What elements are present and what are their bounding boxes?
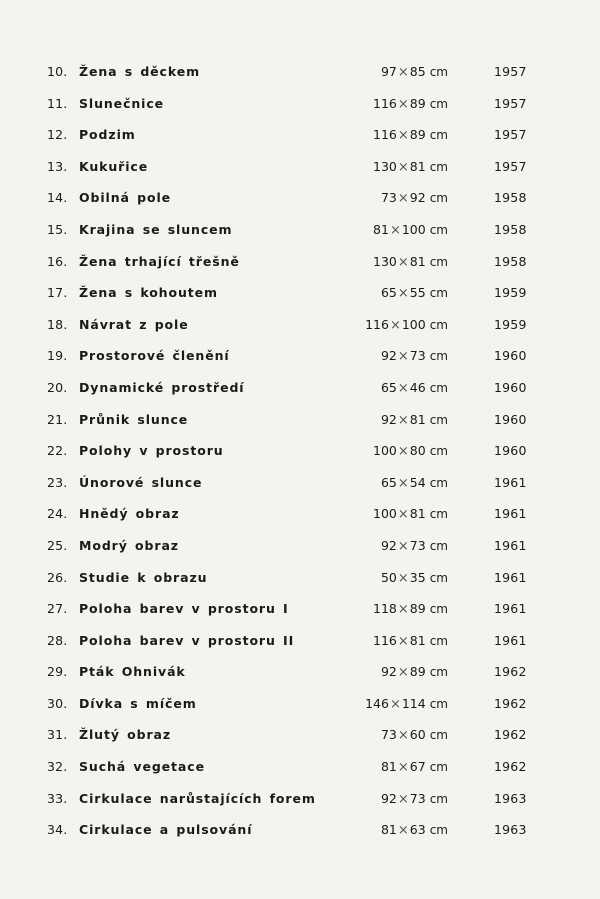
height-value: 81 [409, 632, 426, 648]
height-value: 63 [409, 822, 426, 838]
artwork-title: Cirkulace narůstajících forem [79, 790, 316, 806]
width-value: 65 [380, 285, 397, 301]
artwork-year: 1960 [494, 443, 527, 459]
artwork-title: Dívka s míčem [79, 695, 197, 711]
unit-label: cm [429, 65, 448, 79]
unit-label: cm [429, 412, 448, 427]
times-sign: × [397, 128, 409, 144]
artwork-year: 1962 [494, 695, 527, 711]
artwork-title: Únorové slunce [79, 474, 203, 490]
width-value: 65 [380, 474, 397, 490]
height-value: 81 [409, 411, 426, 427]
artwork-year: 1958 [494, 190, 527, 206]
height-value: 67 [409, 759, 426, 775]
times-sign: × [397, 65, 409, 80]
catalog-entry [0, 820, 600, 852]
unit-label: cm [429, 191, 448, 206]
times-sign: × [397, 254, 409, 270]
artwork-dimensions [373, 220, 448, 241]
width-value: 116 [373, 95, 397, 111]
artwork-dimensions [381, 346, 448, 367]
width-value: 73 [380, 190, 397, 206]
artwork-dimensions [365, 315, 448, 336]
width-value: 118 [373, 601, 397, 617]
width-value: 116 [365, 316, 389, 332]
width-value: 92 [380, 411, 397, 427]
width-value: 100 [373, 443, 397, 459]
unit-label: cm [429, 633, 448, 648]
artwork-year: 1959 [494, 285, 527, 301]
times-sign: × [397, 633, 409, 649]
catalog-entry [0, 125, 600, 157]
width-value: 50 [380, 569, 397, 585]
height-value: 55 [409, 285, 426, 301]
unit-label: cm [429, 728, 448, 743]
unit-label: cm [429, 222, 448, 237]
height-value: 89 [409, 601, 426, 617]
artwork-year: 1960 [494, 379, 527, 395]
unit-label: cm [429, 349, 448, 364]
artwork-year: 1963 [494, 822, 527, 838]
unit-label: cm [429, 128, 448, 143]
artwork-dimensions [373, 252, 448, 273]
artwork-year: 1962 [494, 727, 527, 743]
width-value: 81 [380, 759, 397, 775]
unit-label: cm [429, 791, 448, 806]
catalog-entry [0, 473, 600, 505]
height-value: 60 [409, 727, 426, 743]
times-sign: × [397, 602, 409, 618]
artwork-dimensions [381, 410, 448, 431]
artwork-catalog-list [0, 62, 600, 852]
times-sign: × [397, 665, 409, 681]
entry-number: 30. [47, 695, 68, 711]
artwork-year: 1957 [494, 64, 527, 79]
times-sign: × [397, 570, 409, 586]
times-sign: × [397, 380, 409, 396]
height-value: 100 [401, 316, 426, 332]
height-value: 81 [409, 253, 426, 269]
width-value: 130 [373, 158, 397, 174]
artwork-year: 1961 [494, 601, 527, 617]
artwork-title: Dynamické prostředí [79, 379, 245, 395]
artwork-title: Modrý obraz [79, 537, 179, 553]
catalog-entry [0, 789, 600, 821]
entry-number: 31. [47, 727, 68, 743]
artwork-year: 1961 [494, 632, 527, 648]
catalog-entry [0, 504, 600, 536]
height-value: 73 [409, 348, 426, 364]
times-sign: × [397, 538, 409, 554]
width-value: 65 [380, 379, 397, 395]
unit-label: cm [429, 96, 448, 111]
height-value: 73 [409, 537, 426, 553]
entry-number: 32. [47, 759, 68, 775]
entry-number: 15. [47, 221, 68, 237]
unit-label: cm [429, 602, 448, 617]
times-sign: × [397, 760, 409, 776]
artwork-title: Poloha barev v prostoru II [79, 632, 295, 648]
entry-number: 23. [47, 474, 68, 490]
artwork-year: 1960 [494, 411, 527, 427]
height-value: 85 [409, 64, 426, 79]
artwork-dimensions [373, 157, 448, 178]
artwork-title: Podzim [79, 127, 136, 143]
height-value: 89 [409, 127, 426, 143]
entry-number: 34. [47, 822, 68, 838]
height-value: 92 [409, 190, 426, 206]
catalog-entry [0, 536, 600, 568]
width-value: 73 [380, 727, 397, 743]
artwork-dimensions [381, 536, 448, 557]
catalog-entry [0, 694, 600, 726]
artwork-year: 1957 [494, 95, 527, 111]
catalog-entry [0, 252, 600, 284]
entry-number: 22. [47, 443, 68, 459]
artwork-year: 1962 [494, 664, 527, 680]
entry-number: 10. [47, 64, 68, 79]
catalog-entry [0, 220, 600, 252]
artwork-year: 1960 [494, 348, 527, 364]
entry-number: 11. [47, 95, 68, 111]
catalog-entry [0, 410, 600, 442]
width-value: 92 [380, 537, 397, 553]
unit-label: cm [429, 570, 448, 585]
artwork-dimensions [381, 188, 448, 209]
height-value: 35 [409, 569, 426, 585]
artwork-title: Polohy v prostoru [79, 443, 224, 459]
entry-number: 14. [47, 190, 68, 206]
unit-label: cm [429, 317, 448, 332]
artwork-dimensions [373, 441, 448, 462]
unit-label: cm [429, 665, 448, 680]
artwork-dimensions [365, 694, 448, 715]
artwork-dimensions [381, 820, 448, 841]
catalog-entry [0, 662, 600, 694]
catalog-entry [0, 283, 600, 315]
times-sign: × [389, 696, 401, 712]
artwork-dimensions [373, 599, 448, 620]
width-value: 130 [373, 253, 397, 269]
artwork-dimensions [381, 473, 448, 494]
times-sign: × [397, 96, 409, 112]
artwork-dimensions [381, 757, 448, 778]
times-sign: × [397, 791, 409, 807]
unit-label: cm [429, 538, 448, 553]
width-value: 146 [365, 695, 389, 711]
artwork-title: Hnědý obraz [79, 506, 180, 522]
catalog-entry [0, 94, 600, 126]
catalog-entry [0, 62, 600, 94]
entry-number: 13. [47, 158, 68, 174]
height-value: 81 [409, 158, 426, 174]
entry-number: 19. [47, 348, 68, 364]
catalog-entry [0, 599, 600, 631]
artwork-title: Návrat z pole [79, 316, 189, 332]
artwork-title: Žena trhající třešně [79, 253, 240, 269]
artwork-year: 1957 [494, 158, 527, 174]
artwork-title: Průnik slunce [79, 411, 189, 427]
artwork-dimensions [381, 378, 448, 399]
artwork-dimensions [381, 725, 448, 746]
artwork-dimensions [373, 94, 448, 115]
artwork-title: Suchá vegetace [79, 759, 205, 775]
times-sign: × [389, 222, 401, 238]
artwork-dimensions [373, 504, 448, 525]
times-sign: × [397, 475, 409, 491]
catalog-entry [0, 157, 600, 189]
times-sign: × [397, 159, 409, 175]
unit-label: cm [429, 823, 448, 838]
entry-number: 33. [47, 790, 68, 806]
height-value: 81 [409, 506, 426, 522]
height-value: 80 [409, 443, 426, 459]
artwork-dimensions [373, 631, 448, 652]
width-value: 100 [373, 506, 397, 522]
catalog-entry [0, 315, 600, 347]
entry-number: 28. [47, 632, 68, 648]
unit-label: cm [429, 254, 448, 269]
times-sign: × [397, 191, 409, 207]
artwork-dimensions [381, 283, 448, 304]
unit-label: cm [429, 696, 448, 711]
artwork-dimensions [381, 789, 448, 810]
artwork-year: 1957 [494, 127, 527, 143]
artwork-title: Cirkulace a pulsování [79, 822, 253, 838]
artwork-title: Žlutý obraz [79, 727, 172, 743]
unit-label: cm [429, 475, 448, 490]
artwork-year: 1958 [494, 221, 527, 237]
artwork-title: Poloha barev v prostoru I [79, 601, 289, 617]
artwork-dimensions [381, 568, 448, 589]
artwork-year: 1958 [494, 253, 527, 269]
height-value: 89 [409, 664, 426, 680]
times-sign: × [397, 349, 409, 365]
catalog-entry [0, 378, 600, 410]
artwork-dimensions [381, 62, 448, 83]
entry-number: 16. [47, 253, 68, 269]
entry-number: 26. [47, 569, 68, 585]
width-value: 81 [373, 221, 389, 237]
width-value: 92 [380, 790, 397, 806]
artwork-title: Žena s kohoutem [79, 285, 218, 301]
entry-number: 29. [47, 664, 68, 680]
height-value: 73 [409, 790, 426, 806]
entry-number: 27. [47, 601, 68, 617]
artwork-dimensions [381, 662, 448, 683]
entry-number: 17. [47, 285, 68, 301]
times-sign: × [397, 507, 409, 523]
entry-number: 25. [47, 537, 68, 553]
entry-number: 21. [47, 411, 68, 427]
artwork-title: Prostorové členění [79, 348, 230, 364]
unit-label: cm [429, 507, 448, 522]
unit-label: cm [429, 380, 448, 395]
artwork-title: Žena s děckem [79, 64, 201, 79]
artwork-title: Studie k obrazu [79, 569, 208, 585]
artwork-year: 1963 [494, 790, 527, 806]
times-sign: × [397, 444, 409, 460]
height-value: 89 [409, 95, 426, 111]
artwork-year: 1959 [494, 316, 527, 332]
unit-label: cm [429, 159, 448, 174]
unit-label: cm [429, 760, 448, 775]
height-value: 114 [401, 695, 426, 711]
catalog-entry [0, 188, 600, 220]
artwork-title: Slunečnice [79, 95, 165, 111]
artwork-title: Obilná pole [79, 190, 172, 206]
times-sign: × [397, 412, 409, 428]
times-sign: × [397, 823, 409, 839]
entry-number: 18. [47, 316, 68, 332]
artwork-title: Krajina se sluncem [79, 221, 233, 237]
entry-number: 24. [47, 506, 68, 522]
times-sign: × [397, 728, 409, 744]
artwork-year: 1961 [494, 474, 527, 490]
height-value: 46 [409, 379, 426, 395]
catalog-entry [0, 568, 600, 600]
width-value: 116 [373, 127, 397, 143]
artwork-year: 1961 [494, 569, 527, 585]
times-sign: × [397, 286, 409, 302]
artwork-title: Kukuřice [79, 158, 149, 174]
artwork-year: 1961 [494, 537, 527, 553]
entry-number: 20. [47, 379, 68, 395]
unit-label: cm [429, 444, 448, 459]
catalog-entry [0, 346, 600, 378]
artwork-dimensions [373, 125, 448, 146]
artwork-title: Pták Ohnivák [79, 664, 186, 680]
width-value: 116 [373, 632, 397, 648]
width-value: 97 [380, 64, 397, 79]
width-value: 92 [380, 664, 397, 680]
width-value: 92 [380, 348, 397, 364]
unit-label: cm [429, 286, 448, 301]
width-value: 81 [380, 822, 397, 838]
height-value: 54 [409, 474, 426, 490]
catalog-entry [0, 631, 600, 663]
catalog-entry [0, 441, 600, 473]
entry-number: 12. [47, 127, 68, 143]
catalog-entry [0, 725, 600, 757]
artwork-year: 1962 [494, 759, 527, 775]
catalog-entry [0, 757, 600, 789]
artwork-year: 1961 [494, 506, 527, 522]
height-value: 100 [401, 221, 426, 237]
times-sign: × [389, 317, 401, 333]
